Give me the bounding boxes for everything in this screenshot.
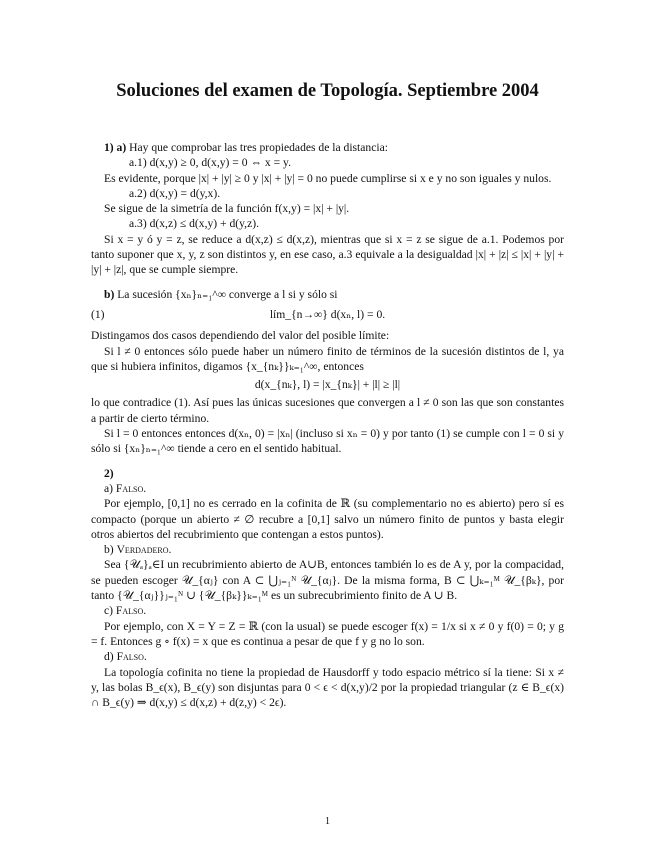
s2-d-label: d) (104, 650, 117, 664)
s1-b-cases: Distingamos dos casos dependiendo del valor del posible límite: (91, 329, 390, 343)
document-body (91, 140, 564, 710)
s2-a-label: a) (104, 481, 116, 495)
s2-b-text: Sea {𝒰ₐ}ₐ∈I un recubrimiento abierto de A∪B, entonces también lo es de A y, por la compacidad, se pueden escoger 𝒰_{αⱼ} con A ⊂ ⋃ⱼ₌₁ᴺ 𝒰_{αⱼ}. De la misma forma, B ⊂ ⋃ₖ₌₁ᴹ 𝒰_{βₖ}, por tanto {𝒰_{αⱼ}}ⱼ₌₁ᴺ ∪ {𝒰_{βₖ}}ₖ₌₁ᴹ es un subrecubrimiento finito de A ∪ B. (91, 558, 564, 603)
page-number: 1 (325, 816, 330, 827)
document-title: Soluciones del examen de Topología. Septiembre 2004 (116, 81, 539, 101)
s1-b-case-1: Si l ≠ 0 entonces sólo puede haber un número finito de términos de la sucesión distintos de l, ya que si hubiera infinitos, digamos {x_{nₖ}}ₖ₌₁^∞, entonces (91, 344, 564, 373)
s1-a1-statement: a.1) d(x,y) ≥ 0, d(x,y) = 0 ⇔ x = y. (129, 156, 291, 170)
s1-intro (91, 140, 564, 155)
s1-b-case-2: Si l = 0 entonces entonces d(xₙ, 0) = |xₙ| (incluso si xₙ = 0) y por tanto (1) se cumple con l = 0 si y sólo si {xₙ}ₙ₌₁^∞ tiende a cero en el sentido habitual. (91, 427, 564, 456)
s2-c-label: c) (104, 604, 116, 618)
s2-a-text: Por ejemplo, [0,1] no es cerrado en la cofinita de ℝ (su complementario no es abierto) pero sí es compacto (porque un abierto ≠ ∅ recubre a [0,1] salvo un número finito de puntos y basta elegir otros abiertos del recubrimiento que contengan a estos puntos). (91, 497, 564, 541)
s2-d-text: La topología cofinita no tiene la propiedad de Hausdorff y todo espacio métrico sí la tiene: Si x ≠ y, las bolas B_ϵ(x), B_ϵ(y) son disjuntas para 0 < ϵ < d(x,y)/2 por la propiedad triangular (z ∈ B_ϵ(x) ∩ B_ϵ(y) ⇒ d(x,y) ≤ d(x,z) + d(z,y) < 2ϵ). (91, 665, 564, 710)
s1-a3-statement: a.3) d(x,z) ≤ d(x,y) + d(y,z). (129, 217, 259, 231)
s2-d-verdict-line (91, 649, 564, 664)
equation-limit: lím_{n→∞} d(xₙ, l) = 0. (269, 307, 386, 321)
s1-a2-statement: a.2) d(x,y) = d(y,x). (129, 186, 221, 200)
s1-b-heading: b) (104, 287, 115, 301)
s1-b-intro-text: La sucesión {xₙ}ₙ₌₁^∞ converge a l si y sólo si (114, 287, 338, 301)
s2-b-label: b) (104, 543, 117, 557)
s2-heading (91, 466, 564, 481)
s2-d-verdict: Falso. (116, 650, 147, 664)
s1-intro-text: Hay que comprobar las tres propiedades de la distancia: (126, 141, 388, 154)
equation-number: (1) (91, 307, 105, 321)
s2-c-verdict: Falso. (115, 604, 147, 618)
s2-b-verdict: Verdadero. (116, 543, 172, 557)
s1-a1-proof: Es evidente, porque |x| + |y| ≥ 0 y |x| + |y| = 0 no puede cumplirse si x e y no son iguales y nulos. (104, 171, 552, 185)
s2-a-verdict: Falso. (115, 481, 147, 495)
equation-2: d(x_{nₖ}, l) = |x_{nₖ}| + |l| ≥ |l| (254, 378, 401, 392)
s2-c-verdict-line (91, 603, 564, 618)
s2-b-verdict-line (91, 542, 564, 557)
equation-1 (91, 307, 564, 322)
s1-heading: 1) a) (104, 141, 127, 154)
s1-b-case-1-end: lo que contradice (1). Así pues las únicas sucesiones que convergen a l ≠ 0 son las que son constantes a partir de cierto término. (91, 396, 564, 425)
s2-heading-text: 2) (104, 466, 114, 480)
s2-c-text: Por ejemplo, con X = Y = Z = ℝ (con la usual) se puede escoger f(x) = 1/x si x ≠ 0 y f(0) = 0; y g = f. Entonces g ∘ f(x) = x que es continua a pesar de que f y g no lo son. (91, 619, 564, 648)
s2-a-verdict-line (91, 481, 564, 496)
s1-a3-proof: Si x = y ó y = z, se reduce a d(x,z) ≤ d(x,z), mientras que si x = z se sigue de a.1. Podemos por tanto suponer que x, y, z son distintos y, en ese caso, a.3 equivale a la desigualdad |x| + |z| ≤ |x| + |y| + |y| + |z|, que se cumple siempre. (91, 232, 564, 277)
s1-b-intro (91, 287, 564, 302)
s1-a2-proof: Se sigue de la simetría de la función f(x,y) = |x| + |y|. (104, 202, 350, 216)
